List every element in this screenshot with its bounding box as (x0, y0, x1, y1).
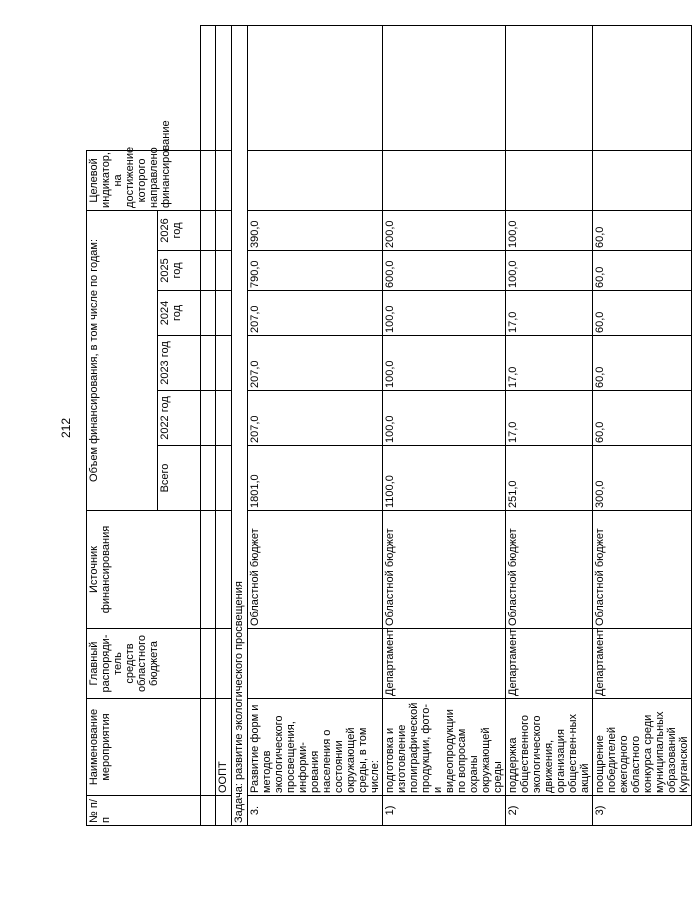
row-2026: 200,0 (383, 210, 506, 250)
row-total: 300,0 (593, 446, 692, 511)
row-source: Областной бюджет (248, 511, 383, 629)
row-name: поощрение победителей ежегодного областного конкурса среди муниципальных образований Курганской (593, 699, 692, 796)
ootp-label: ООПТ (216, 699, 232, 796)
row-2022: 100,0 (383, 391, 506, 446)
row-source: Областной бюджет (593, 511, 692, 629)
row-2023: 17,0 (506, 336, 593, 391)
row-2025: 100,0 (506, 251, 593, 291)
row-distributor: Департамент (383, 629, 506, 699)
table-row (506, 25, 593, 825)
row-2024: 17,0 (506, 291, 593, 336)
row-source: Областной бюджет (506, 511, 593, 629)
blank-row (201, 25, 216, 825)
header-row-top (87, 25, 158, 825)
row-total: 251,0 (506, 446, 593, 511)
row-2023: 100,0 (383, 336, 506, 391)
row-num: 3) (593, 796, 692, 826)
ootp-row (216, 25, 232, 825)
row-2025: 600,0 (383, 251, 506, 291)
header-volume: Объем финансирования, в том числе по годам: (87, 210, 158, 510)
financing-table (86, 25, 692, 826)
row-source: Областной бюджет (383, 511, 506, 629)
row-2022: 207,0 (248, 391, 383, 446)
row-distributor: Департамент (593, 629, 692, 699)
task-label: Задача: развитие экологического просвещения (232, 25, 248, 825)
header-year-2022: 2022 год (158, 391, 201, 446)
row-name: Развитие форм и методов экологического просвещения, информи-рования населения о состоянии окружающей среды, в том числе: (248, 699, 383, 796)
row-2023: 60,0 (593, 336, 692, 391)
row-name: поддержка общественного экологического движения, организация обществен-ных акций (506, 699, 593, 796)
header-source: Источник финансирования (87, 511, 201, 629)
row-2024: 207,0 (248, 291, 383, 336)
row-total: 1100,0 (383, 446, 506, 511)
row-indicator (248, 150, 383, 210)
row-num: 1) (383, 796, 506, 826)
row-indicator (593, 150, 692, 210)
header-year-2023: 2023 год (158, 336, 201, 391)
row-name: подготовка и изготовление полиграфической продукции, фото- и видеопродукции по вопросам охраны окружающей среды (383, 699, 506, 796)
row-2026: 60,0 (593, 210, 692, 250)
header-num: № п/п (87, 796, 201, 826)
table-row (383, 25, 506, 825)
row-distributor: Департамент (506, 629, 593, 699)
page-number: 212 (59, 417, 73, 438)
header-year-2026: 2026 год (158, 210, 201, 250)
row-num: 2) (506, 796, 593, 826)
row-2025: 790,0 (248, 251, 383, 291)
row-2022: 17,0 (506, 391, 593, 446)
row-2023: 207,0 (248, 336, 383, 391)
row-2024: 60,0 (593, 291, 692, 336)
row-2022: 60,0 (593, 391, 692, 446)
header-year-2025: 2025 год (158, 251, 201, 291)
header-total: Всего (158, 446, 201, 511)
header-year-2024: 2024 год (158, 291, 201, 336)
table-row (248, 25, 383, 825)
row-2026: 390,0 (248, 210, 383, 250)
task-row (232, 25, 248, 825)
header-distributor: Главный распоряди-тель средств областного бюджета (87, 629, 201, 699)
row-num: 3. (248, 796, 383, 826)
row-indicator (383, 150, 506, 210)
row-2025: 60,0 (593, 251, 692, 291)
row-distributor (248, 629, 383, 699)
row-total: 1801,0 (248, 446, 383, 511)
row-2026: 100,0 (506, 210, 593, 250)
header-name: Наименование мероприятия (87, 699, 201, 796)
table-row (593, 25, 692, 825)
header-indicator: Целевой индикатор, на достижение которого направлено финансирование (87, 150, 201, 210)
rotated-table-container (86, 26, 690, 826)
row-2024: 100,0 (383, 291, 506, 336)
row-indicator (506, 150, 593, 210)
